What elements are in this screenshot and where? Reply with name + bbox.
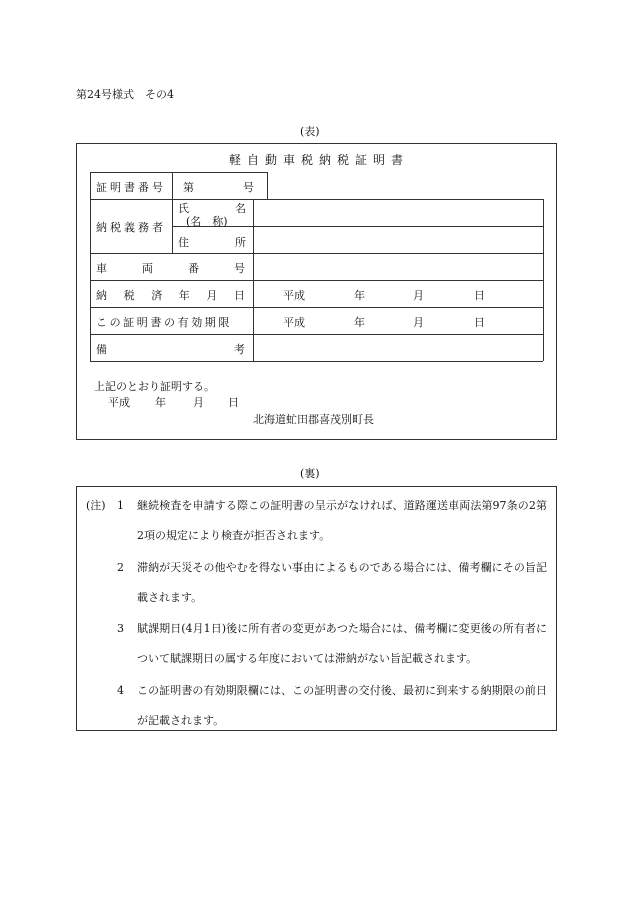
table-line: [172, 226, 543, 227]
table-line: [90, 334, 543, 335]
remarks-label: [96, 341, 245, 357]
table-line: [253, 199, 254, 361]
table-line: [90, 307, 543, 308]
note-text: この証明書の有効期限欄には、この証明書の交付後、最初に到来する納期限の前日が記載されます。: [137, 684, 547, 727]
issue-month: 月: [193, 396, 204, 409]
address-label-char: 住: [178, 236, 189, 249]
label-char: 税: [123, 289, 135, 302]
taxpayer-label: 納税義務者: [96, 221, 166, 234]
address-label: [178, 234, 246, 250]
label-char: 備: [96, 343, 107, 356]
form-label: 第24号様式 その4: [76, 88, 174, 101]
validity-month: 月: [413, 316, 424, 329]
validity-label: この証明書の有効期限: [96, 316, 232, 329]
table-line: [90, 361, 543, 362]
note-text: 継続検査を申請する際この証明書の呈示がなければ、道路運送車両法第97条の2第2項の規定により検査が拒否されます。: [137, 499, 547, 542]
label-char: 済: [151, 289, 163, 302]
paid-date-era: 平成: [283, 289, 305, 302]
note-text: 滞納が天災その他やむを得ない事由によるものである場合には、備考欄にその旨記載されます。: [137, 561, 547, 604]
issue-day: 日: [228, 396, 239, 409]
note-number: 1: [117, 499, 124, 512]
note-text: 賦課期日(4月1日)後に所有者の変更があつた場合には、備考欄に変更後の所有者について賦課期日の属する年度においては滞納がない旨記載されます。: [137, 622, 547, 665]
paid-date-year: 年: [354, 289, 365, 302]
name-label-line2: (名 称): [186, 215, 228, 228]
name-label-char: 氏: [178, 202, 189, 215]
table-line: [543, 199, 544, 361]
table-line: [90, 280, 543, 281]
label-char: 車: [96, 262, 107, 275]
vehicle-number-label: [96, 260, 245, 276]
paid-date-day: 日: [474, 289, 485, 302]
label-char: 年: [178, 289, 190, 302]
issuer: 北海道虻田郡喜茂別町長: [253, 413, 374, 426]
paid-date-month: 月: [413, 289, 424, 302]
table-line: [172, 172, 173, 253]
certify-text: 上記のとおり証明する。: [94, 380, 215, 393]
validity-day: 日: [474, 316, 485, 329]
front-heading: (表): [300, 125, 320, 138]
validity-year: 年: [354, 316, 365, 329]
cert-number-dai: 第: [183, 181, 194, 194]
back-heading: (裏): [300, 467, 320, 480]
table-line: [90, 199, 543, 200]
table-line: [90, 172, 91, 361]
validity-era: 平成: [283, 316, 305, 329]
label-char: 番: [188, 262, 199, 275]
label-char: 両: [142, 262, 153, 275]
certificate-title: 軽自動車税納税証明書: [229, 153, 410, 167]
cert-number-go: 号: [243, 181, 254, 194]
paid-date-label: [96, 287, 245, 303]
label-char: 考: [234, 343, 245, 356]
note-number: 3: [117, 622, 124, 635]
label-char: 日: [233, 289, 245, 302]
label-char: 月: [206, 289, 218, 302]
note-number: 4: [117, 684, 124, 697]
issue-year: 年: [155, 396, 166, 409]
label-char: 納: [96, 289, 107, 302]
label-char: 号: [234, 262, 245, 275]
cert-number-label: 証明書番号: [96, 181, 166, 194]
table-line: [90, 172, 267, 173]
issue-era: 平成: [108, 396, 130, 409]
address-label-char: 所: [235, 236, 246, 249]
name-label-char: 名: [235, 202, 246, 215]
note-number: 2: [117, 561, 124, 574]
note-prefix: (注): [86, 499, 106, 512]
table-line: [90, 253, 543, 254]
table-line: [267, 172, 268, 199]
